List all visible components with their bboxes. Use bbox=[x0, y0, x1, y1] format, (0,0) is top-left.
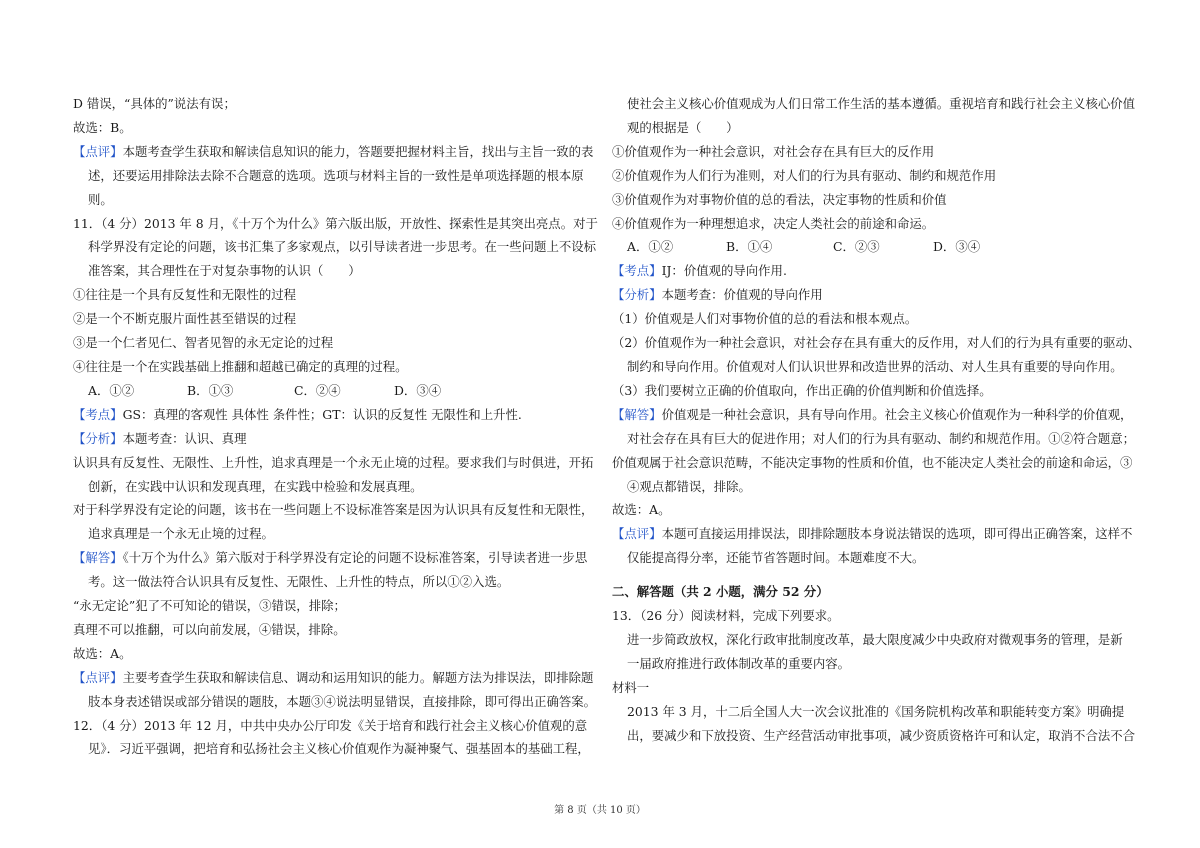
statement-4: ④往往是一个在实践基础上推翻和超越已确定的真理的过程。 bbox=[73, 358, 408, 374]
fenxi-tag: 【分析】 bbox=[612, 287, 662, 303]
question-13: 13．（26 分）阅读材料，完成下列要求。 bbox=[612, 608, 840, 624]
spacer bbox=[612, 570, 1132, 580]
option-d: D．③④ bbox=[933, 239, 981, 255]
option-b: B．①③ bbox=[187, 382, 234, 398]
line: 出，要减少和下放投资、生产经营活动审批事项，减少资质资格许可和认定，取消不合法不合 bbox=[627, 727, 1136, 743]
comment-text: 本题考查学生获取和解读信息知识的能力，答题要把握材料主旨，找出与主旨一致的表 bbox=[122, 143, 594, 159]
line: （1）价值观是人们对事物价值的总的看法和根本观点。 bbox=[612, 311, 918, 327]
jieda-q12 bbox=[612, 403, 1132, 427]
kaodian-tag: 【考点】 bbox=[612, 263, 662, 279]
line: 则。 bbox=[88, 191, 113, 207]
line: 认识具有反复性、无限性、上升性，追求真理是一个永无止境的过程。要求我们与时俱进，开拓 bbox=[73, 454, 594, 470]
option-a: A．①② bbox=[88, 382, 135, 398]
line: 见》．习近平强调，把培育和弘扬社会主义核心价值观作为凝神聚气、强基固本的基础工程， bbox=[88, 741, 590, 757]
line: 仅能提高得分率，还能节省答题时间。本题难度不大。 bbox=[627, 550, 925, 566]
jieda-tag: 【解答】 bbox=[612, 406, 662, 422]
line: ④观点都错误，排除。 bbox=[627, 478, 751, 494]
question-11: 11．（4 分）2013 年 8 月，《十万个为什么》第六版出版，开放性、探索性是其突出亮点。对于 bbox=[73, 215, 598, 231]
line: 述，还要运用排除法去除不合题意的选项。选项与材料主旨的一致性是单项选择题的根本原 bbox=[88, 167, 584, 183]
line: 考。这一做法符合认识具有反复性、无限性、上升性的特点，所以①②入选。 bbox=[88, 574, 510, 590]
fenxi-q12 bbox=[612, 283, 1132, 307]
line: 科学界没有定论的问题，该书汇集了多家观点，以引导读者进一步思考。在一些问题上不设标 bbox=[88, 239, 597, 255]
line: 准答案，其合理性在于对复杂事物的认识（ ） bbox=[88, 263, 361, 279]
dianping-q11 bbox=[73, 666, 593, 690]
statement-2: ②是一个不断克服片面性甚至错误的过程 bbox=[73, 311, 297, 327]
options-q11 bbox=[73, 379, 593, 403]
kaodian-text: GS：真理的客观性 具体性 条件性；GT：认识的反复性 无限性和上升性. bbox=[122, 406, 522, 422]
fenxi-tag: 【分析】 bbox=[73, 430, 123, 446]
line: 肢本身表述错误或部分错误的题肢，本题③④说法明显错误，直接排除，即可得出正确答案。 bbox=[88, 693, 597, 709]
line: （3）我们要树立正确的价值取向，作出正确的价值判断和价值选择。 bbox=[612, 382, 992, 398]
kaodian-q11 bbox=[73, 403, 593, 427]
line: D 错误，“具体的”说法有误； bbox=[73, 96, 236, 111]
kaodian-q12 bbox=[612, 259, 1132, 283]
line: 故选：B。 bbox=[73, 119, 132, 135]
dianping-tag: 【点评】 bbox=[73, 669, 123, 685]
line: 2013 年 3 月，十二后全国人大一次会议批准的《国务院机构改革和职能转变方案》明确提 bbox=[627, 703, 1125, 719]
answer-q11: 故选：A。 bbox=[73, 645, 132, 661]
jieda-tag: 【解答】 bbox=[73, 550, 123, 566]
option-a: A．①② bbox=[627, 239, 674, 255]
dianping-q12 bbox=[612, 522, 1132, 546]
question-12: 12．（4 分）2013 年 12 月，中共中央办公厅印发《关于培育和践行社会主义核心价值观的意 bbox=[73, 717, 588, 733]
fenxi-q11 bbox=[73, 427, 593, 451]
page-footer: 第 8 页（共 10 页） bbox=[554, 805, 646, 816]
comment-q10 bbox=[73, 140, 593, 164]
jieda-text: 价值观是一种社会意识，具有导向作用。社会主义核心价值观作为一种科学的价值观， bbox=[661, 406, 1133, 422]
option-c: C．②③ bbox=[833, 239, 880, 255]
line: 观的根据是（ ） bbox=[627, 119, 739, 135]
line: （2）价值观作为一种社会意识，对社会存在具有重大的反作用，对人们的行为具有重要的驱动、 bbox=[612, 335, 1141, 351]
statement-1: ①往往是一个具有反复性和无限性的过程 bbox=[73, 287, 297, 303]
line: 一届政府推进行政体制改革的重要内容。 bbox=[627, 655, 851, 671]
line: “永无定论”犯了不可知论的错误，③错误，排除； bbox=[73, 598, 346, 614]
section-heading: 二、解答题（共 2 小题，满分 52 分） bbox=[612, 584, 829, 600]
kaodian-tag: 【考点】 bbox=[73, 406, 123, 422]
left-column bbox=[73, 92, 598, 761]
fenxi-text: 本题考查：价值观的导向作用 bbox=[661, 287, 823, 303]
dianping-text: 本题可直接运用排误法，即排除题肢本身说法错误的选项，即可得出正确答案，这样不 bbox=[661, 526, 1133, 542]
line: 进一步简政放权，深化行政审批制度改革，最大限度减少中央政府对微观事务的管理，是新 bbox=[627, 631, 1123, 647]
kaodian-text: IJ：价值观的导向作用. bbox=[661, 263, 787, 279]
options-q12 bbox=[612, 235, 1132, 259]
line: 使社会主义核心价值观成为人们日常工作生活的基本遵循。重视培育和践行社会主义核心价值 bbox=[627, 96, 1136, 111]
dianping-text: 主要考查学生获取和解读信息、调动和运用知识的能力。解题方法为排误法，即排除题 bbox=[122, 669, 594, 685]
statement-1: ①价值观作为一种社会意识，对社会存在具有巨大的反作用 bbox=[612, 143, 935, 159]
option-c: C．②④ bbox=[294, 382, 341, 398]
jieda-text: 《十万个为什么》第六版对于科学界没有定论的问题不设标准答案，引导读者进一步思 bbox=[122, 550, 588, 566]
answer-q12: 故选：A。 bbox=[612, 502, 671, 518]
line: 制约和导向作用。价值观对人们认识世界和改造世界的活动、对人生具有重要的导向作用。 bbox=[627, 358, 1123, 374]
line: 追求真理是一个永无止境的过程。 bbox=[88, 526, 274, 542]
line: 价值观属于社会意识范畴，不能决定事物的性质和价值，也不能决定人类社会的前途和命运，③ bbox=[612, 454, 1133, 470]
jieda-q11 bbox=[73, 546, 593, 570]
right-column bbox=[612, 92, 1141, 747]
option-b: B．①④ bbox=[726, 239, 773, 255]
comment-tag: 【点评】 bbox=[73, 143, 123, 159]
statement-3: ③是一个仁者见仁、智者见智的永无定论的过程 bbox=[73, 335, 334, 351]
statement-3: ③价值观作为对事物价值的总的看法，决定事物的性质和价值 bbox=[612, 191, 947, 207]
line: 对于科学界没有定论的问题，该书在一些问题上不设标准答案是因为认识具有反复性和无限性， bbox=[73, 502, 594, 518]
dianping-tag: 【点评】 bbox=[612, 526, 662, 542]
line: 真理不可以推翻，可以向前发展，④错误，排除。 bbox=[73, 621, 346, 637]
statement-2: ②价值观作为人们行为准则，对人们的行为具有驱动、制约和规范作用 bbox=[612, 167, 997, 183]
statement-4: ④价值观作为一种理想追求，决定人类社会的前途和命运。 bbox=[612, 215, 935, 231]
line: 对社会存在具有巨大的促进作用；对人们的行为具有驱动、制约和规范作用。①②符合题意； bbox=[627, 430, 1136, 446]
option-d: D．③④ bbox=[394, 382, 442, 398]
fenxi-text: 本题考查：认识、真理 bbox=[122, 430, 247, 446]
line: 创新，在实践中认识和发现真理，在实践中检验和发展真理。 bbox=[88, 478, 423, 494]
material-heading: 材料一 bbox=[612, 679, 650, 695]
